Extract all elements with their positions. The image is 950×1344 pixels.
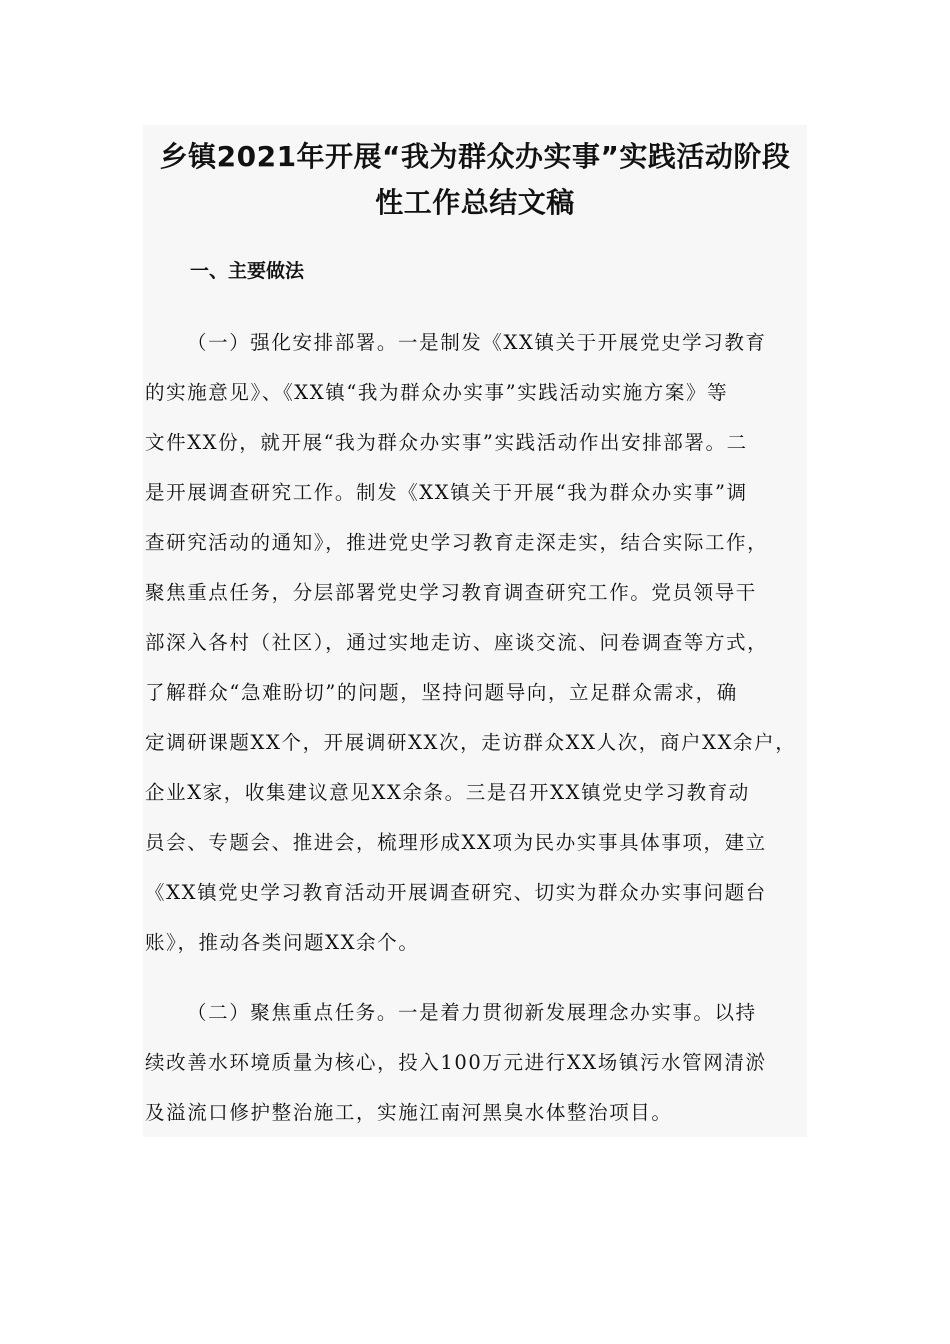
text-line: 查研究活动的通知》，推进党史学习教育走深走实，结合实际工作，	[145, 531, 769, 554]
text-line: 续改善水环境质量为核心，投入100万元进行XX场镇污水管网清淤	[145, 1051, 767, 1074]
paragraph-arrangement	[145, 318, 825, 968]
document-title	[143, 134, 807, 226]
text-line: 及溢流口修护整治施工，实施江南河黑臭水体整治项目。	[145, 1101, 673, 1124]
text-line: 企业X家，收集建议意见XX余条。三是召开XX镇党史学习教育动	[145, 781, 750, 804]
paragraph-key-tasks	[145, 988, 825, 1138]
text-line: 《XX镇党史学习教育活动开展调查研究、切实为群众办实事问题台	[145, 881, 767, 904]
text-line: 聚焦重点任务，分层部署党史学习教育调查研究工作。党员领导干	[145, 581, 757, 604]
text-line: 的实施意见》、《XX镇“我为群众办实事”实践活动实施方案》等	[145, 381, 729, 404]
text-line: 员会、专题会、推进会，梳理形成XX项为民办实事具体事项，建立	[145, 831, 767, 854]
text-line: 定调研课题XX个，开展调研XX次，走访群众XX人次，商户XX余户，	[145, 731, 797, 754]
text-line: 账》，推动各类问题XX余个。	[145, 931, 420, 954]
text-line: 了解群众“急难盼切”的问题，坚持问题导向，立足群众需求，确	[145, 681, 738, 704]
text-line: 文件XX份，就开展“我为群众办实事”实践活动作出安排部署。二	[145, 431, 748, 454]
title-line: 性工作总结文稿	[375, 186, 575, 219]
section-heading: 一、主要做法	[190, 260, 305, 282]
text-line: （一）强化安排部署。一是制发《XX镇关于开展党史学习教育	[187, 331, 767, 354]
title-line: 乡镇2021年开展“我为群众办实事”实践活动阶段	[159, 140, 791, 173]
text-line: 部深入各村（社区），通过实地走访、座谈交流、问卷调查等方式，	[145, 631, 769, 654]
text-line: （二）聚焦重点任务。一是着力贯彻新发展理念办实事。以持	[187, 1001, 757, 1024]
text-line: 是开展调查研究工作。制发《XX镇关于开展“我为群众办实事”调	[145, 481, 748, 504]
